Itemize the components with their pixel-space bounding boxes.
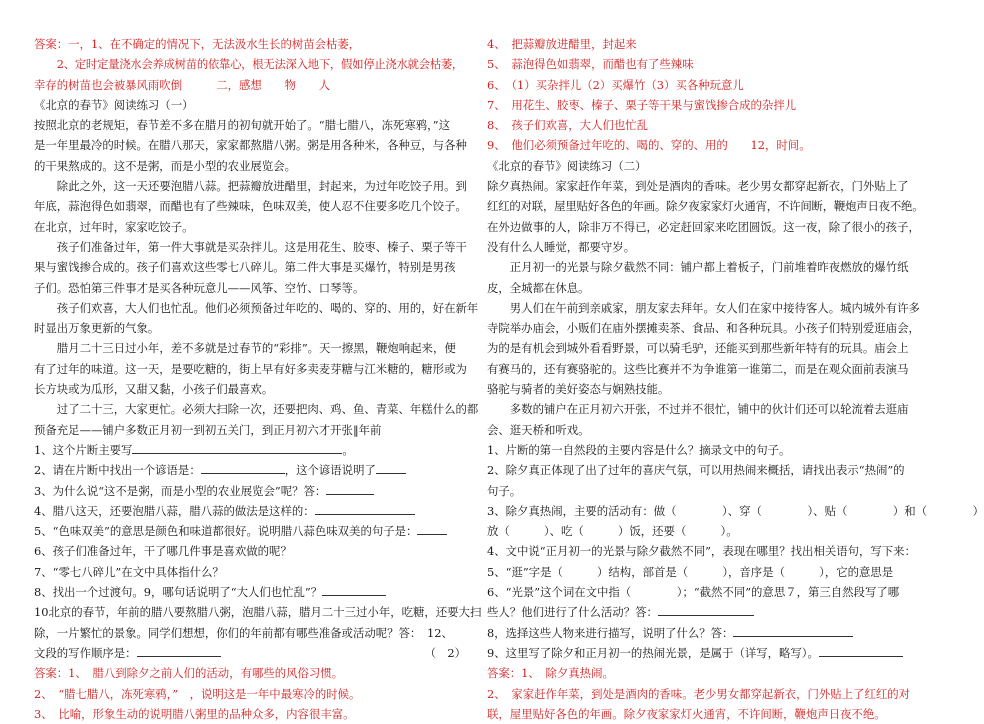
question-line: 句子。 [487, 483, 522, 498]
question-line: 9、这里写了除夕和正月初一的热闹光景，是属于（详写，略写）。 [487, 643, 923, 663]
answer-line: 2、 家家赶作年菜，到处是酒肉的香味。老少男女都穿起新衣，门外贴上了红红的对 [487, 686, 911, 701]
answer-line: 6、 （1）买杂拌儿（2）买爆竹（3）买各种玩意儿 [487, 77, 744, 92]
question-2: 2、请在片断中找出一个谚语是： ，这个谚语说明了 [34, 460, 466, 480]
passage-line: 有了过年的味道。这一天，是要吃糖的，街上早有好多卖麦芽糖与江米糖的，糖形或为 [34, 361, 467, 376]
left-column [34, 34, 482, 724]
exercise-two-title: 《北京的春节》阅读练习（二） [487, 158, 647, 173]
answer-blank[interactable] [376, 461, 406, 474]
answer-blank[interactable] [658, 603, 754, 616]
question-12: 文段的写作顺序是： （ 2） [34, 643, 466, 663]
passage-line: 腊月二十三日过小年，差不多就是过春节的“彩排”。天一擦黑，鞭炮响起来，便 [56, 341, 456, 356]
passage-line: 孩子们准备过年，第一件大事就是买杂拌儿。这是用花生、胶枣、榛子、栗子等干 [56, 239, 467, 254]
question-5: 5、“色味双美”的意思是颜色和味道都很好。说明腊八蒜色味双美的句子是： [34, 521, 466, 541]
passage-line: 孩子们欢喜，大人们也忙乱。他们必须预备过年吃的、喝的、穿的、用的，好在新年 [56, 300, 479, 315]
answer-line: 5、 蒜泡得色如翡翠，而醋也有了些辣味 [487, 57, 694, 72]
passage-line: 正月初一的光景与除夕截然不同：铺户都上着板子，门前堆着昨夜燃放的爆竹纸 [509, 260, 909, 275]
passage-line: 没有什么人睡觉，都要守岁。 [487, 239, 636, 254]
passage-line: 除夕真热闹。家家赶作年菜，到处是酒肉的香味。老少男女都穿起新衣，门外贴上了 [487, 179, 909, 194]
answer-line: 4、 把蒜瓣放进醋里，封起来 [487, 37, 637, 51]
question-10-cont: 除，一片繁忙的景象。同学们想想，你们的年前都有哪些准备或活动呢？答： 12、 [34, 625, 453, 640]
answer-line: 答案：1、 腊八到除夕之前人们的活动，有哪些的风俗习惯。 [34, 666, 344, 681]
passage-line: 时显出万象更新的气象。 [34, 321, 160, 336]
question-line: 2、除夕真正体现了出了过年的喜庆气氛，可以用热闹来概括，请找出表示“热闹”的 [487, 463, 905, 478]
passage-line: 骆驼与骑者的美好姿态与娴熟技能。 [487, 382, 670, 397]
passage-line: 会、逛天桥和听戏。 [487, 422, 590, 437]
passage-line: 红红的对联，屋里贴好各色的年画。除夕夜家家灯火通宵，不许间断，鞭炮声日夜不绝。 [487, 199, 924, 214]
answer-blank[interactable] [326, 482, 374, 495]
question-line: 4、文中说“正月初一的光景与除夕截然不同”，表现在哪里？找出相关语句，写下来： [487, 544, 916, 559]
question-6: 6、孩子们准备过年，干了哪几件事是喜欢做的呢？ [34, 544, 292, 559]
passage-line: 果与蜜饯掺合成的。孩子们喜欢这些零七八碎儿。第二件大事是买爆竹，特别是男孩 [34, 260, 456, 275]
question-8: 8、找出一个过渡句。9，哪句话说明了“大人们也忙乱”？ [34, 582, 466, 602]
answer-blank[interactable] [315, 502, 415, 515]
answer-blank[interactable] [201, 461, 285, 474]
passage-line: 有赛马的，还有赛骆驼的。这些比赛并不为争谁第一谁第二，而是在观众面前表演马 [487, 361, 909, 376]
question-line: 6、“光景”这个词在文中指（ ）；“截然不同”的意思７，第三自然段写了哪 [487, 585, 900, 600]
answer-blank[interactable] [132, 441, 342, 454]
exercise-one-title: 《北京的春节》阅读练习（一） [34, 97, 194, 112]
answer-line: 答案：一，1、在不确定的情况下，无法汲水生长的树苗会枯萎， [34, 37, 361, 51]
question-3: 3、为什么说“这不是粥，而是小型的农业展览会”呢？答： [34, 481, 466, 501]
answer-line: 2、定时定量浇水会养成树苗的依靠心，根无法深入地下，假如停止浇水就会枯萎， [56, 57, 464, 72]
passage-line: 皮，全城都在休息。 [487, 280, 590, 295]
page-number: （ 2） [424, 645, 466, 660]
answer-blank[interactable] [137, 644, 221, 657]
passage-line: 是一年里最冷的时候。在腊八那天，家家都熬腊八粥。粥是用各种米，各种豆，与各种 [34, 138, 467, 153]
passage-line: 的干果熬成的。这不是粥，而是小型的农业展览会。 [34, 158, 296, 173]
answer-line: 7、 用花生、胶枣、榛子、栗子等干果与蜜饯掺合成的杂拌儿 [487, 97, 797, 112]
answer-blank[interactable] [417, 522, 447, 535]
question-line: 5、“逛”字是（ ）结构，部首是（ ），音序是（ ），它的意思是 [487, 564, 894, 579]
answer-blank[interactable] [733, 624, 853, 637]
answer-line: 8、 孩子们欢喜，大人们也忙乱 [487, 118, 649, 133]
question-line: 放（ ）、吃（ ）饭，还要（ ）。 [487, 524, 738, 539]
question-line: 1、片断的第一自然段的主要内容是什么？摘录文中的句子。 [487, 442, 791, 457]
answer-line: 3、 比喻，形象生动的说明腊八粥里的品种众多，内容很丰富。 [34, 706, 355, 721]
passage-line: 在北京，过年时，家家吃饺子。 [34, 219, 194, 234]
answer-line: 9、 他们必须预备过年吃的、喝的、穿的、用的 12，时间。 [487, 138, 811, 153]
answer-line: 联，屋里贴好各色的年画。除夕夜家家灯火通宵，不许间断，鞭炮声日夜不绝。 [487, 706, 886, 721]
question-10: 10北京的春节，年前的腊八要熬腊八粥，泡腊八蒜，腊月二十三过小年，吃糖，还要大扫 [34, 605, 482, 620]
question-7: 7、“零七八碎儿”在文中具体指什么？ [34, 564, 224, 579]
question-1: 1、这个片断主要写 。 [34, 442, 354, 457]
passage-line: 在外边做事的人，除非万不得已，必定赶回家来吃团圆饭。这一夜，除了很小的孩子， [487, 219, 920, 234]
right-column [487, 34, 984, 724]
passage-line: 为的是有机会到城外看看野景，可以骑毛驴，还能买到那些新年特有的玩具。庙会上 [487, 341, 909, 356]
answer-line: 幸存的树苗也会被暴风雨吹倒 二，感想 物 人 [34, 77, 331, 92]
question-line: 3、除夕真热闹，主要的活动有：做（ ）、穿（ ）、贴（ ）和（ ） [487, 503, 984, 518]
question-line: 些人？他们进行了什么活动？答： [487, 602, 923, 622]
passage-line: 除此之外，这一天还要泡腊八蒜。把蒜瓣放进醋里，封起来，为过年吃饺子用。到 [56, 179, 467, 194]
answer-line: 答案：1、 除夕真热闹。 [487, 666, 614, 681]
passage-line: 按照北京的老规矩，春节差不多在腊月的初旬就开始了。“腊七腊八，冻死寒鸦，”这 [34, 118, 451, 133]
passage-line: 子们。恐怕第三件事才是买各种玩意儿——风筝、空竹、口琴等。 [34, 280, 365, 295]
question-4: 4、腊八这天，还要泡腊八蒜，腊八蒜的做法是这样的： [34, 501, 466, 521]
answer-line: 2、 “腊七腊八，冻死寒鸦，” ，说明这是一年中最寒冷的时候。 [34, 686, 361, 701]
passage-line: 男人们在午前到亲戚家，朋友家去拜年。女人们在家中接待客人。城内城外有许多 [509, 300, 920, 315]
passage-line: 多数的铺户在正月初六开张，不过并不很忙，铺中的伙计们还可以轮流着去逛庙 [509, 402, 909, 417]
passage-line: 寺院举办庙会，小贩们在庙外摆摊卖茶、食品、和各种玩具。小孩子们特别爱逛庙会， [487, 321, 920, 336]
passage-line: 长方块或为瓜形，又甜又黏，小孩子们最喜欢。 [34, 382, 274, 397]
passage-line: 年底，蒜泡得色如翡翠，而醋也有了些辣味，色味双美，使人忍不住要多吃几个饺子。 [34, 199, 467, 214]
passage-line: 过了二十三，大家更忙。必须大扫除一次，还要把肉、鸡、鱼、青菜、年糕什么的都 [56, 402, 479, 417]
passage-line: 预备充足——铺户多数正月初一到初五关门，到正月初六才开张‖年前 [34, 422, 382, 437]
answer-blank[interactable] [322, 583, 386, 596]
question-line: 8，选择这些人物来进行描写，说明了什么？答： [487, 623, 923, 643]
answer-blank[interactable] [819, 644, 903, 657]
